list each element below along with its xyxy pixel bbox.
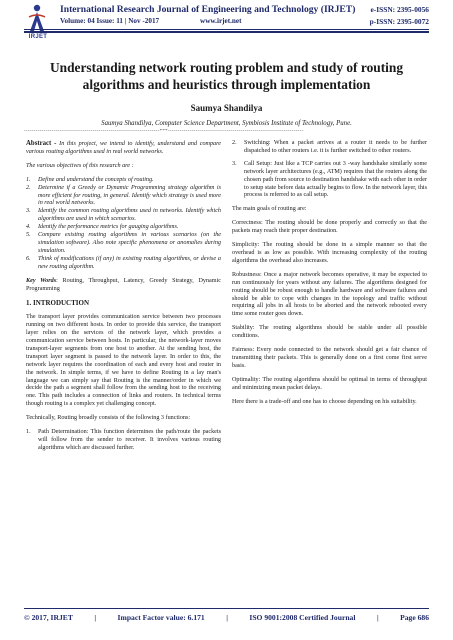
objectives-list [26,177,221,272]
journal-title: International Research Journal of Engineering and Technology (IRJET) [60,4,356,15]
journal-footer: © 2017, IRJET | Impact Factor value: 6.171 | ISO 9001:2008 Certified Journal | Page 686 [24,613,429,622]
goals-intro: The main goals of routing are: [232,206,307,213]
eissn: e-ISSN: 2395-0056 [370,5,429,14]
paragraph-simplicity: Simplicity: The routing should be done in a simple manner so that the overhead is as low as possible. With increasing complexity of the routing algorithms the overhead also increases. [232,242,427,264]
journal-website: www.irjet.net [200,17,242,25]
routing-functions-list [26,429,221,453]
paragraph-optimality: Optimality: The routing algorithms should be optimal in terms of throughput and minimizing mean packet delays. [232,376,427,391]
right-column [232,140,427,412]
footer-iso: ISO 9001:2008 Certified Journal [249,613,356,622]
abstract-label: Abstract - [26,140,57,147]
header-rule-thick [24,31,429,33]
list-item: 6. Think of modifications (if any) in existing routing algorithms, or devise a new routing algorithm. [26,255,221,270]
list-item: 3. Call Setup: Just like a TCP carries out 3 -way handshake similarly some network layer architectures (e.g., ATM) requires that the routers along the chosen path from source to destination handshake with each other in order to setup state before data actually begins to flow. In the network layer, this process is referred to as call setup. [232,160,427,199]
left-column [26,140,221,459]
paper-title: Understanding network routing problem and study of routing algorithms and heuristics through implementation [49,60,404,92]
list-item: 2. Determine if a Greedy or Dynamic Programming strategy algorithm is more efficient for routing, in general. Identify which strategy is used more in real world networks. [26,184,221,207]
footer-impact-factor: Impact Factor value: 6.171 [117,613,205,622]
list-item: 3. Identify the common routing algorithms used in networks. Identify which algorithms are used in which scenarios. [26,208,221,223]
paragraph-fairness: Fairness: Every node connected to the network should get a fair chance of transmitting their packets. This is generally done on a first come first serve basis. [232,347,427,369]
keywords-label: Key Words [26,277,57,284]
list-item: 1. Path Determination: This function determines the path/route the packets will follow from the sender to receiver. It involves various routing algorithms which are discussed further. [26,429,221,451]
footer-page-number: Page 686 [400,613,429,622]
list-item: 1. Define and understand the concepts of routing. [26,176,154,183]
intro-paragraph-2: Technically, Routing broadly consists of the following 3 functions: [26,415,191,422]
footer-rule [24,608,429,609]
routing-functions-list-cont [232,140,427,200]
paragraph-robustness: Robustness: Once a major network becomes operative, it may be expected to run continuously for years without any failures. The algorithms designed for routing should be robust enough to handle hardware and software failures and should be able to cope with changes in the topology and traffic without requiring all jobs in all hosts to be aborted and the network rebooted every time some router goes down. [232,271,427,318]
list-item: 5. Compare existing routing algorithms in various scenarios (on the simulation software). Also note specific phenomena or anomalies during simulation. [26,232,221,254]
section-divider: ---------------------------------------------------------------------***--------------------------------------------------------------------- [24,129,304,134]
paragraph-stability: Stability: The routing algorithms should be stable under all possible conditions. [232,325,427,340]
keywords [26,278,221,294]
author-affiliation: Saumya Shandilya, Computer Science Department, Symbiosis Institute of Technology, Pune. [101,120,352,127]
keywords-text: : Routing, Throughput, Latency, Greedy Strategy, Dynamic Programming [26,277,221,292]
list-item: 4. Identify the performance metrics for gauging algorithms. [26,224,179,231]
intro-paragraph-1: The transport layer provides communication service between two processes running on two different hosts. In order to provide this service, the transport layer relies on the services of the network layer, which provides a communication service between hosts. In particular, the network-layer moves transport-layer segments from one host to another. At the sending host, the transport layer segment is passed to the network layer. In order to this, the network layer requires the coordination of each and every host and router in the network. In simple terms, if we have to define Routing in a lay man's language we can simply say that Routing is the manner/order in which we decide the path a segment shall follow from the sending host to the receiving one. This path includes a connection of links and routers. In technical terms though routing is a complex yet challenging concept. [26,314,221,408]
section-heading-introduction: 1. INTRODUCTION [26,299,90,308]
abstract-text: In this project, we intend to identify, understand and compare various routing algorithms used in real world networks. [26,141,221,155]
header-rule [24,29,429,30]
pissn: p-ISSN: 2395-0072 [369,17,429,26]
journal-header [0,0,453,48]
objectives-intro: The various objectives of this research are : [26,162,134,169]
logo-caption: IRJET [28,34,48,40]
volume-issue: Volume: 04 Issue: 11 | Nov -2017 [60,17,160,25]
list-item: 2. Switching: When a packet arrives at a router it needs to be further dispatched to other routers i.e. it is further switched to other routers. [232,140,427,154]
paragraph-correctness: Correctness: The routing should be done properly and correctly so that the packets may reach their proper destination. [232,220,427,235]
abstract [26,140,221,157]
footer-copyright: © 2017, IRJET [24,613,73,622]
author-name: Saumya Shandilya [190,103,263,113]
paragraph-tradeoff: Here there is a trade-off and one has to choose depending on his suitability. [232,398,417,405]
